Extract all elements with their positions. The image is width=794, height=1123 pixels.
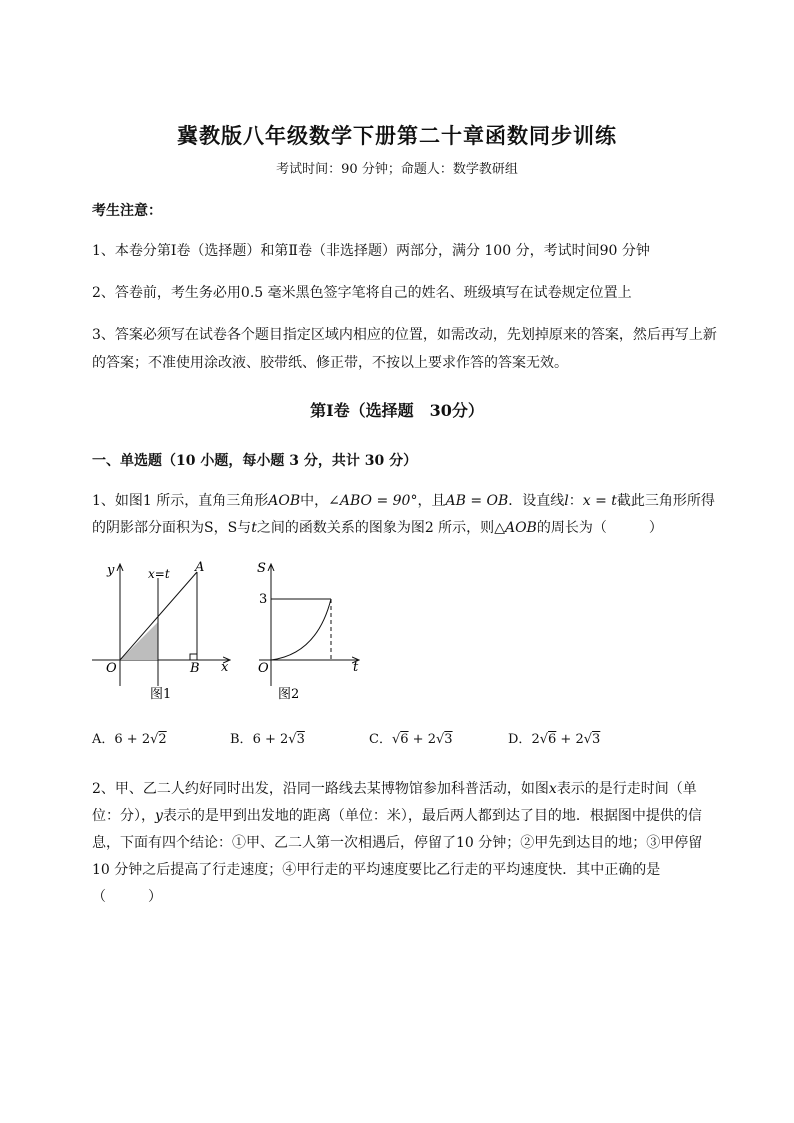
figure-1 <box>90 558 240 706</box>
fig2-o-label: O <box>258 661 269 676</box>
fig2-three-label: 3 <box>259 592 268 607</box>
fig1-y-label: y <box>107 563 115 578</box>
choice-c[interactable]: C．√6 + 2√3 <box>369 732 453 747</box>
notice-item-1: 1、本卷分第Ⅰ卷（选择题）和第Ⅱ卷（非选择题）两部分，满分 100 分，考试时间90 分钟 <box>92 243 650 259</box>
part-heading: 一、单选题（10 小题，每小题 3 分，共计 30 分） <box>92 453 418 469</box>
fig2-s-label: S <box>257 561 266 576</box>
choice-d[interactable]: D．2√6 + 2√3 <box>508 732 601 747</box>
figure-2 <box>245 558 375 706</box>
s-curve <box>271 599 331 660</box>
notice-heading: 考生注意： <box>92 203 162 219</box>
fig1-line-label: x=t <box>148 567 170 581</box>
choice-a[interactable]: A．6 + 2√2 <box>92 732 167 747</box>
notice-item-2: 2、答卷前，考生务必用0.5 毫米黑色签字笔将自己的姓名、班级填写在试卷规定位置上 <box>92 285 632 301</box>
notice-item-3: 3、答案必须写在试卷各个题目指定区域内相应的位置，如需改动，先划掉原来的答案，然后再写上新的答案；不准使用涂改液、胶带纸、修正带，不按以上要求作答的答案无效。 <box>92 327 717 371</box>
choice-b[interactable]: B．6 + 2√3 <box>230 732 305 747</box>
fig2-t-label: t <box>353 660 359 675</box>
fig2-caption: 图2 <box>278 687 300 702</box>
right-angle-mark <box>190 654 197 660</box>
question-2-text: 2、甲、乙二人约好同时出发，沿同一路线去某博物馆参加科普活动，如图x表示的是行走时间（单位：分），y表示的是甲到出发地的距离（单位：米），最后两人都到达了目的地．根据图中提供的信息，下面有四个结论：①甲、乙二人第一次相遇后，停留了10 分钟；②甲先到达目的地；③甲停留10 分钟之后提高了行走速度；④甲行走的平均速度要比乙行走的平均速度快．其中正确的是（ ） <box>92 781 703 905</box>
page-title: 冀教版八年级数学下册第二十章函数同步训练 <box>177 123 617 148</box>
fig1-x-label: x <box>221 660 229 675</box>
exam-info: 考试时间：90 分钟；命题人：数学教研组 <box>276 162 518 177</box>
question-1-text: 1、如图1 所示，直角三角形AOB中，∠ABO = 90°，且AB = OB．设直线l：x = t截此三角形所得的阴影部分面积为S，S与t之间的函数关系的图象为图2 所示，则△AOB的周长为（ ） <box>92 493 715 536</box>
shaded-area <box>120 622 158 660</box>
fig1-o-label: O <box>106 661 117 676</box>
section-title: 第Ⅰ卷（选择题 30分） <box>310 401 484 420</box>
fig1-a-label: A <box>195 560 205 575</box>
fig1-b-label: B <box>190 661 200 676</box>
fig1-caption: 图1 <box>150 687 172 702</box>
